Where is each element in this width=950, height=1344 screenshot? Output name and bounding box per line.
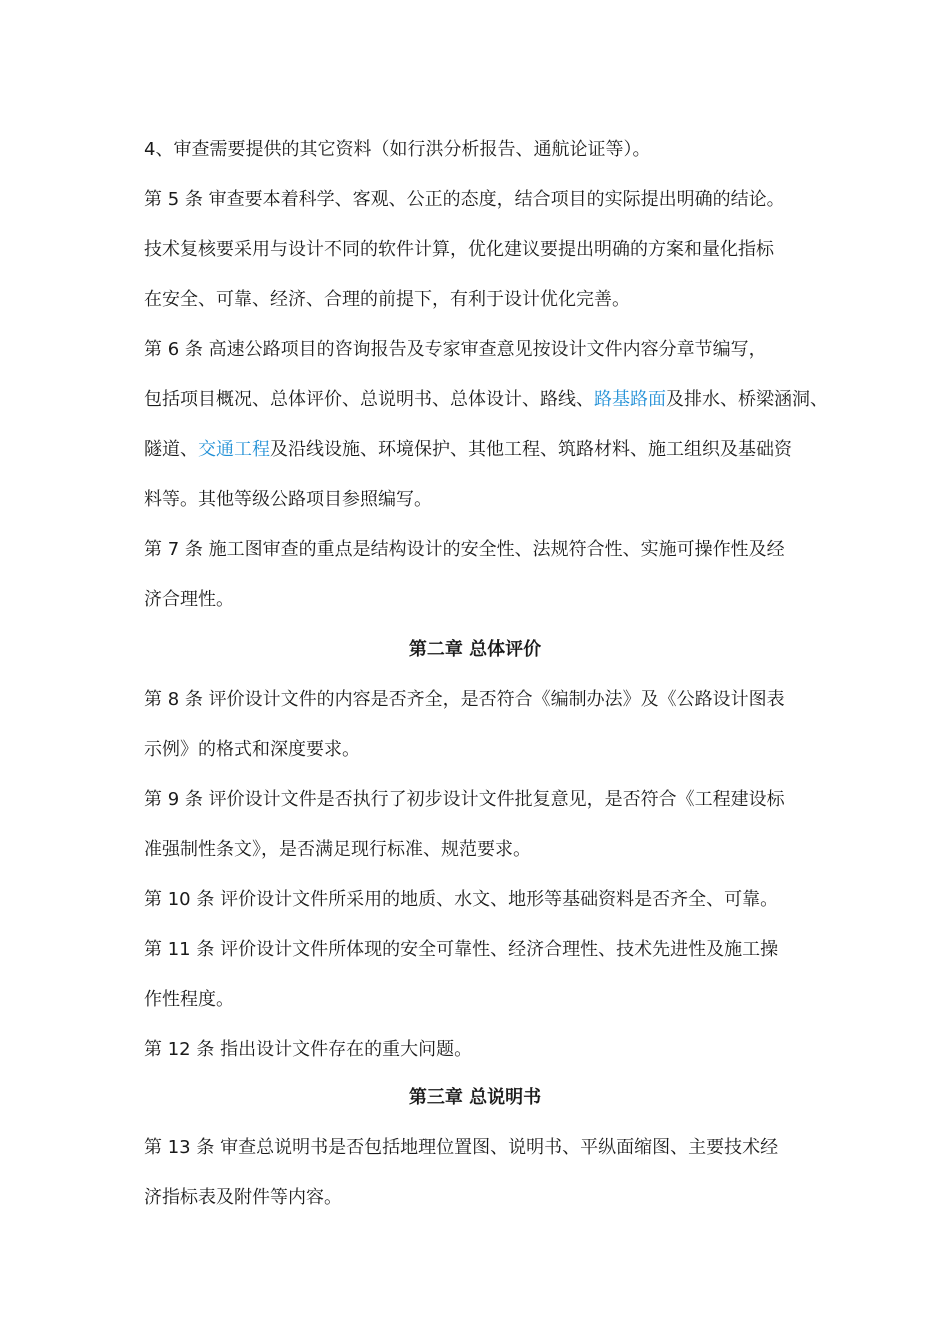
text-segment: 及排水、桥梁涵洞、 <box>666 389 828 410</box>
article-11-line-1: 第 11 条 评价设计文件所体现的安全可靠性、经济合理性、技术先进性及施工操 <box>144 939 779 960</box>
text-segment: 隧道、 <box>144 439 198 460</box>
article-13-line-1: 第 13 条 审查总说明书是否包括地理位置图、说明书、平纵面缩图、主要技术经 <box>144 1137 779 1158</box>
text-segment: 及沿线设施、环境保护、其他工程、筑路材料、施工组织及基础资 <box>270 439 792 460</box>
chapter-3-heading: 第三章 总说明书 <box>408 1087 542 1108</box>
article-5-line-1: 第 5 条 审查要本着科学、客观、公正的态度，结合项目的实际提出明确的结论。 <box>144 189 785 210</box>
article-7-line-2: 济合理性。 <box>144 589 234 610</box>
roadbed-pavement-link[interactable]: 路基路面 <box>594 389 666 410</box>
article-13-line-2: 济指标表及附件等内容。 <box>144 1187 342 1208</box>
article-5-line-3: 在安全、可靠、经济、合理的前提下，有利于设计优化完善。 <box>144 289 630 310</box>
article-10-line: 第 10 条 评价设计文件所采用的地质、水文、地形等基础资料是否齐全、可靠。 <box>144 889 779 910</box>
article-6-line-1: 第 6 条 高速公路项目的咨询报告及专家审查意见按设计文件内容分章节编写， <box>144 339 767 360</box>
article-9-line-2: 准强制性条文》，是否满足现行标准、规范要求。 <box>144 839 531 860</box>
chapter-2-heading: 第二章 总体评价 <box>408 639 542 660</box>
article-8-line-2: 示例》的格式和深度要求。 <box>144 739 360 760</box>
article-12-line: 第 12 条 指出设计文件存在的重大问题。 <box>144 1039 473 1060</box>
article-6-line-3 <box>144 438 792 462</box>
article-6-line-2 <box>144 388 828 412</box>
article-8-line-1: 第 8 条 评价设计文件的内容是否齐全，是否符合《编制办法》及《公路设计图表 <box>144 689 785 710</box>
article-11-line-2: 作性程度。 <box>144 989 234 1010</box>
paragraph-line: 4、审查需要提供的其它资料（如行洪分析报告、通航论证等）。 <box>144 139 651 160</box>
article-7-line-1: 第 7 条 施工图审查的重点是结构设计的安全性、法规符合性、实施可操作性及经 <box>144 539 785 560</box>
article-9-line-1: 第 9 条 评价设计文件是否执行了初步设计文件批复意见，是否符合《工程建设标 <box>144 789 785 810</box>
article-5-line-2: 技术复核要采用与设计不同的软件计算，优化建议要提出明确的方案和量化指标 <box>144 239 774 260</box>
text-segment: 包括项目概况、总体评价、总说明书、总体设计、路线、 <box>144 389 594 410</box>
article-6-line-4: 料等。其他等级公路项目参照编写。 <box>144 489 432 510</box>
traffic-engineering-link[interactable]: 交通工程 <box>198 439 270 460</box>
